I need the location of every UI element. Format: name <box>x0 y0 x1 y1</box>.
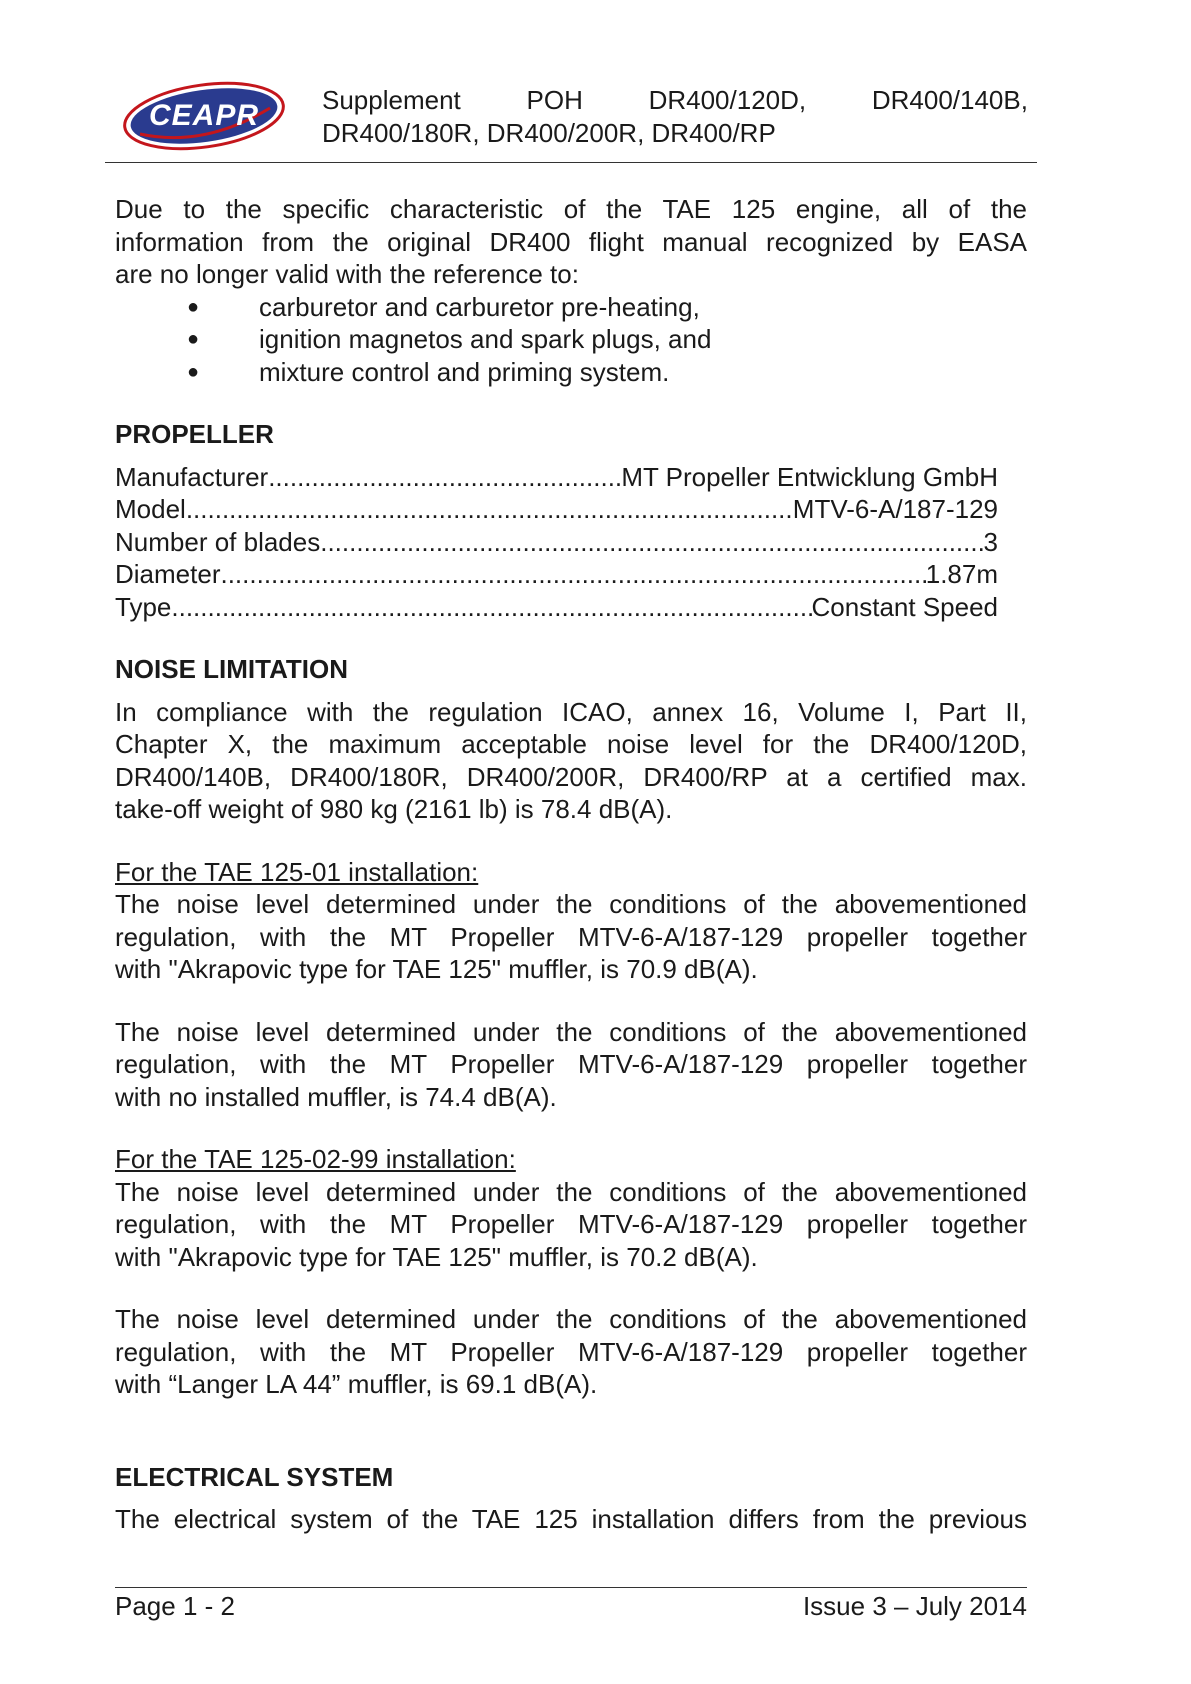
bullet-icon: ● <box>187 295 200 318</box>
installation-2-paragraph-2 <box>115 1303 1027 1401</box>
text-line: with “Langer LA 44” muffler, is 69.1 dB(A). <box>115 1369 598 1399</box>
installation-2-paragraph-1 <box>115 1176 1027 1274</box>
noise-intro-paragraph <box>115 696 1027 826</box>
text-line: regulation, with the MT Propeller MTV-6-A/187-129 propeller together <box>115 1049 1027 1079</box>
text-line: regulation, with the MT Propeller MTV-6-A/187-129 propeller together <box>115 921 1027 952</box>
text-line: The noise level determined under the conditions of the abovementioned <box>115 1304 1027 1334</box>
installation-1-paragraph-1 <box>115 888 1027 986</box>
document-title <box>322 84 1028 150</box>
text-line: In compliance with the regulation ICAO, annex 16, Volume I, Part II, <box>115 696 1027 727</box>
text-line: The noise level determined under the conditions of the abovementioned <box>115 1016 1027 1047</box>
spec-row: Manufacturer ..... MT Propeller Entwicklung GmbH <box>115 461 998 494</box>
text-line: Due to the specific characteristic of the TAE 125 engine, all of the <box>115 194 1027 224</box>
bullet-icon: ● <box>187 328 200 350</box>
title-line-1 <box>322 84 1028 117</box>
spec-row: Diameter ..... 1.87m <box>115 558 998 591</box>
spec-row: Type ..... Constant Speed <box>115 591 998 624</box>
installation-1-paragraph-2 <box>115 1016 1027 1114</box>
text-line: The noise level determined under the conditions of the abovementioned <box>115 1176 1027 1207</box>
noise-heading: NOISE LIMITATION <box>115 654 349 684</box>
spec-row: Model ..... MTV-6-A/187-129 <box>115 493 998 526</box>
text-line: regulation, with the MT Propeller MTV-6-A/187-129 propeller together <box>115 1209 1027 1239</box>
spec-row: Number of blades ..... 3 <box>115 526 998 559</box>
text-line: are no longer valid with the reference to: <box>115 259 579 289</box>
footer-divider <box>115 1587 1027 1588</box>
text-line: regulation, with the MT Propeller MTV-6-A/187-129 propeller together <box>115 1336 1027 1367</box>
title-word: Supplement <box>322 85 461 115</box>
header-divider <box>105 162 1037 163</box>
text-line: The noise level determined under the conditions of the abovementioned <box>115 889 1027 919</box>
electrical-heading: ELECTRICAL SYSTEM <box>115 1461 394 1492</box>
text-line: with "Akrapovic type for TAE 125" muffler, is 70.2 dB(A). <box>115 1241 758 1272</box>
title-line-2: DR400/180R, DR400/200R, DR400/RP <box>322 118 776 148</box>
ceapr-logo <box>120 78 288 154</box>
electrical-text: The electrical system of the TAE 125 installation differs from the previous <box>115 1504 1027 1534</box>
issue-date: Issue 3 – July 2014 <box>802 1591 1027 1621</box>
text-line: with "Akrapovic type for TAE 125" muffler, is 70.9 dB(A). <box>115 954 758 984</box>
list-item: ● ignition magnetos and spark plugs, and <box>187 324 712 354</box>
title-word: POH <box>526 85 583 115</box>
list-item: ● carburetor and carburetor pre-heating, <box>187 291 700 322</box>
title-word: DR400/120D, <box>648 85 807 115</box>
text-line: DR400/140B, DR400/180R, DR400/200R, DR400/RP at a certified max. <box>115 761 1027 792</box>
bullet-icon: ● <box>187 360 200 383</box>
list-item: ● mixture control and priming system. <box>187 356 670 387</box>
text-line: with no installed muffler, is 74.4 dB(A). <box>115 1081 557 1112</box>
propeller-spec-list <box>115 461 998 624</box>
installation-2-title: For the TAE 125-02-99 installation: <box>115 1144 516 1174</box>
title-word: DR400/140B, <box>871 85 1028 115</box>
intro-bullet-list <box>115 291 1027 389</box>
propeller-heading: PROPELLER <box>115 419 274 449</box>
intro-paragraph <box>115 193 1027 291</box>
text-line: Chapter X, the maximum acceptable noise level for the DR400/120D, <box>115 729 1027 759</box>
page-number: Page 1 - 2 <box>115 1591 235 1621</box>
logo-text: CEAPR <box>148 99 260 132</box>
installation-1-title: For the TAE 125-01 installation: <box>115 856 479 887</box>
text-line: take-off weight of 980 kg (2161 lb) is 78.4 dB(A). <box>115 794 673 824</box>
page-content <box>115 193 1027 1536</box>
text-line: information from the original DR400 flight manual recognized by EASA <box>115 226 1027 257</box>
